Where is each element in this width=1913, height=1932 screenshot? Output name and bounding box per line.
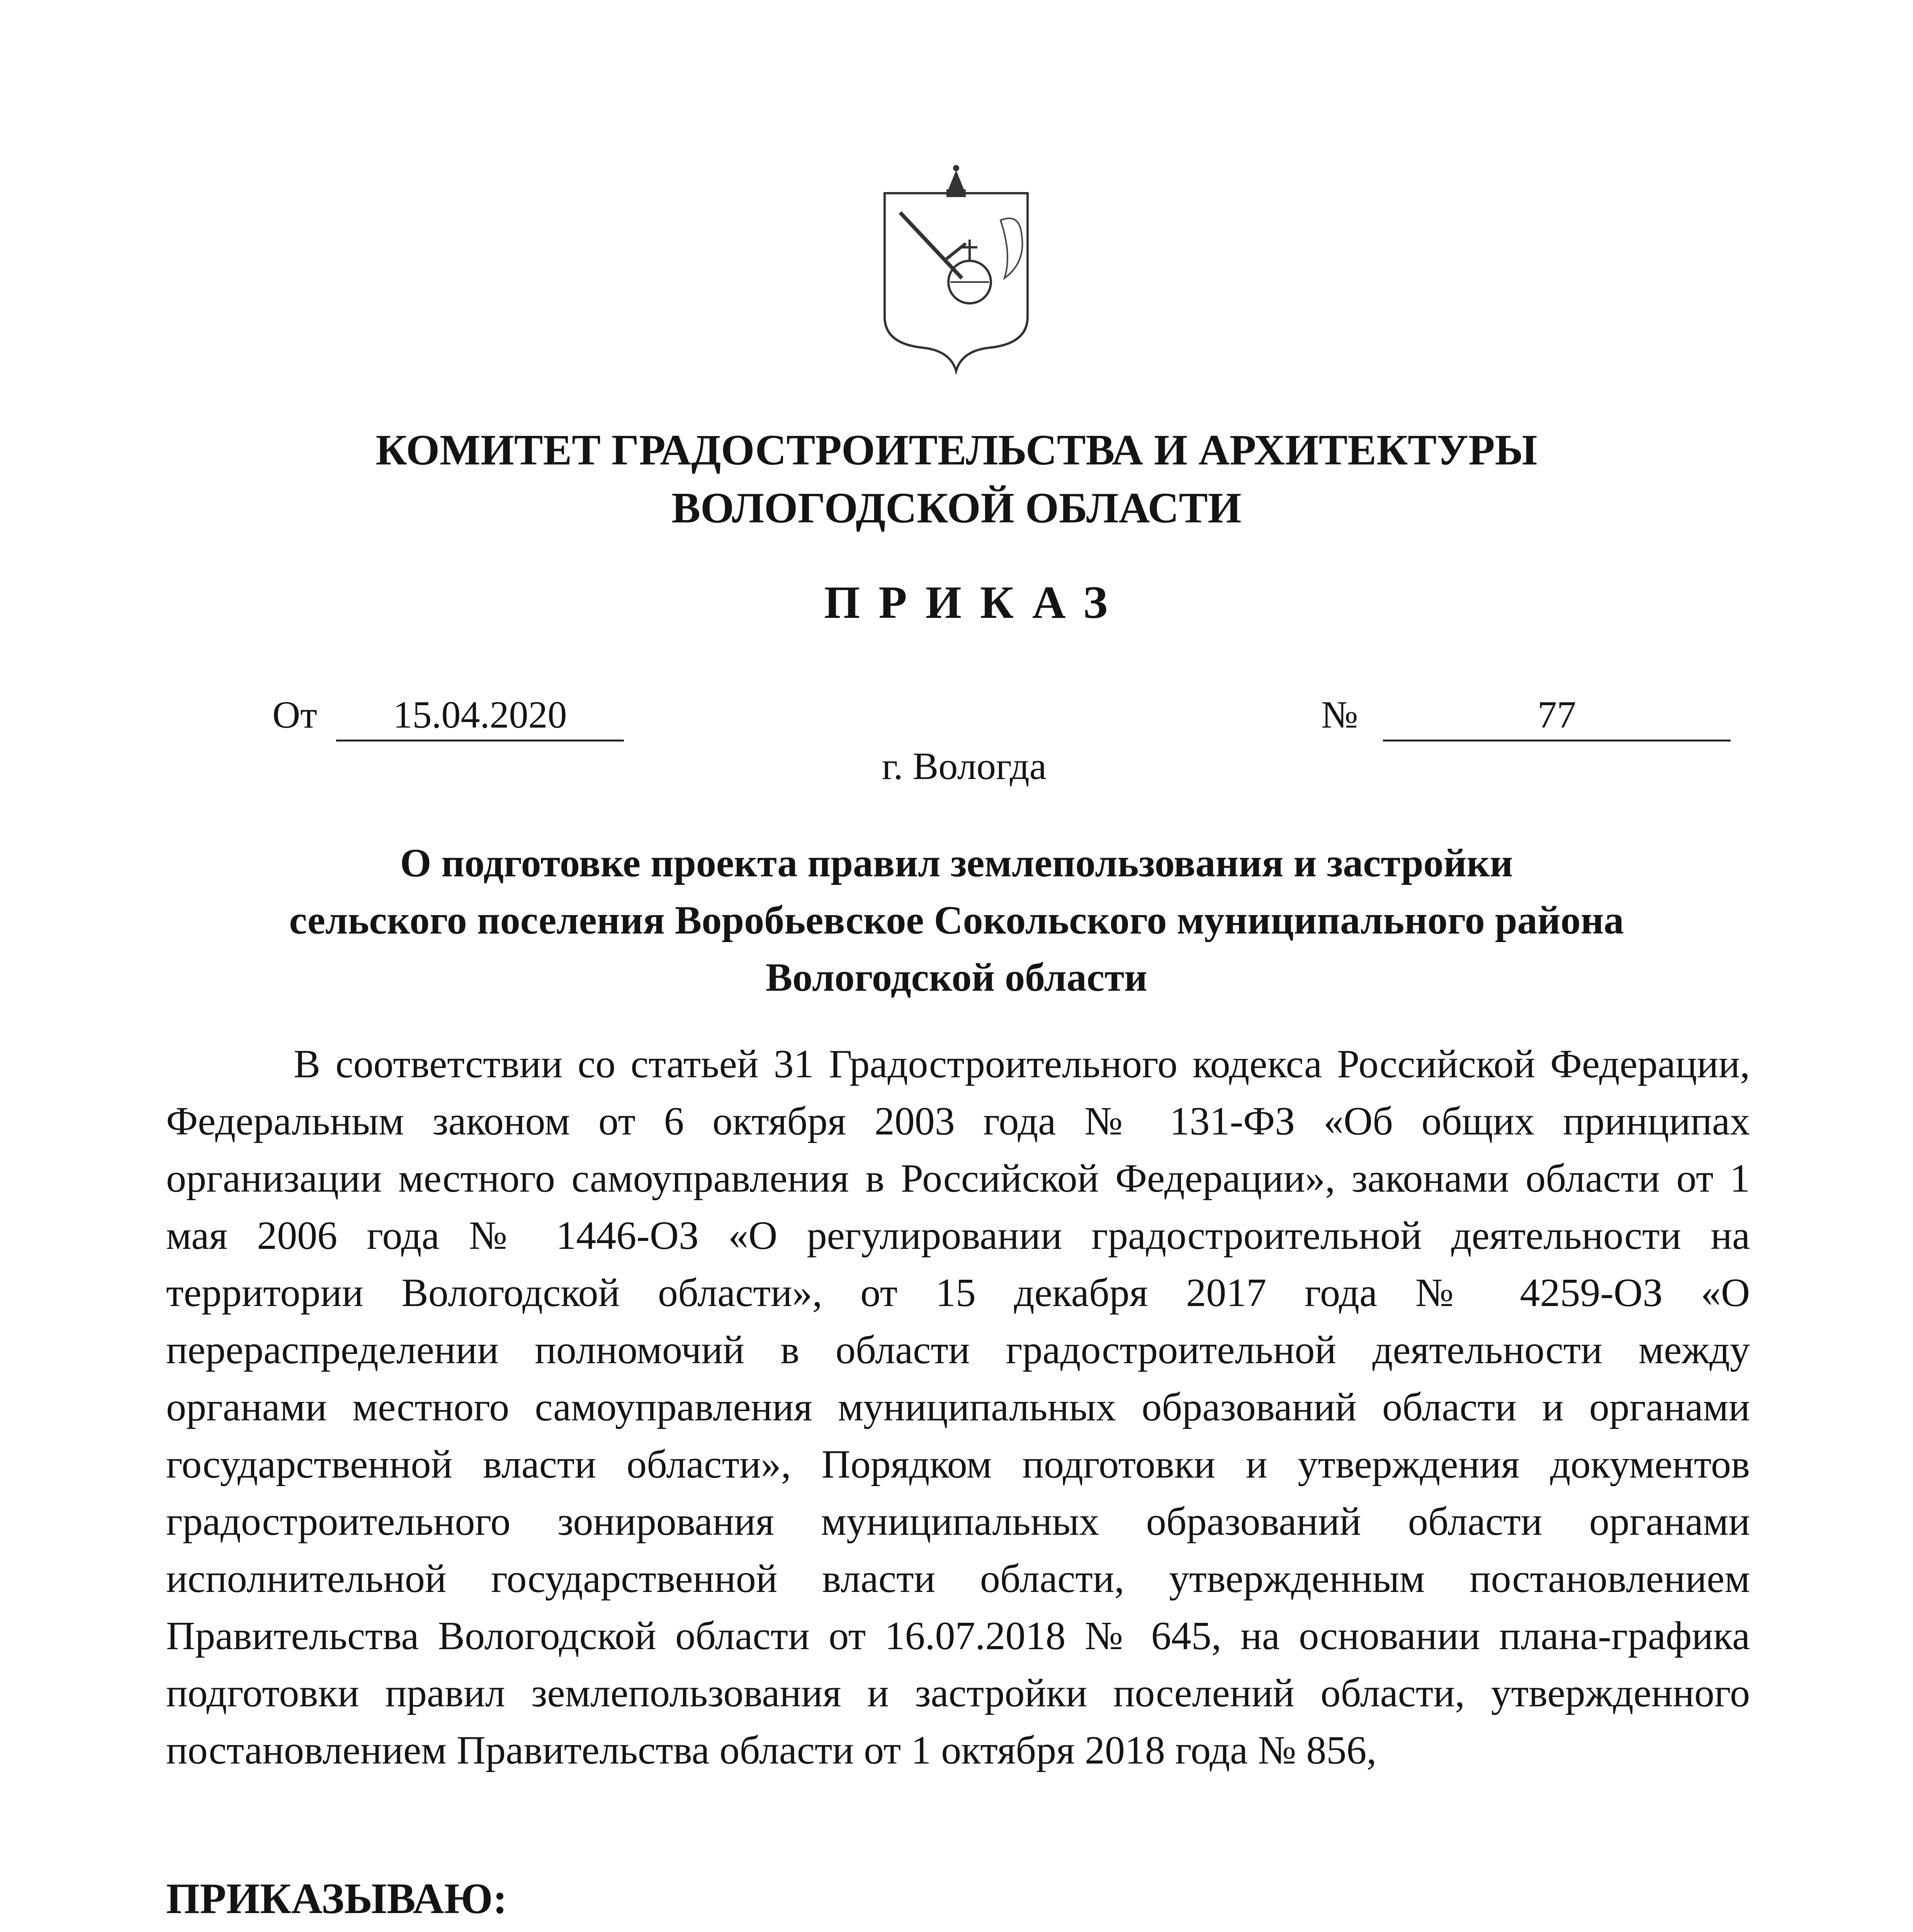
org-line-2: ВОЛОГОДСКОЙ ОБЛАСТИ [671,484,1242,532]
order-heading: ПРИКАЗЫВАЮ: [166,1875,507,1923]
subject-line-3: Вологодской области [765,955,1148,1000]
organization-name [0,421,1913,537]
org-line-1: КОМИТЕТ ГРАДОСТРОИТЕЛЬСТВА И АРХИТЕКТУРЫ [375,426,1538,474]
document-number: 77 [1383,692,1731,742]
subject-line-1: О подготовке проекта правил землепользования и застройки [400,841,1513,885]
subject-line-2: сельского поселения Воробьевское Сокольского муниципального района [289,898,1624,942]
preamble-paragraph: В соответствии со статьей 31 Градостроительного кодекса Российской Федерации, Федеральным законом от 6 октября 2003 года № 131-ФЗ «Об общих принципах организации местного самоуправления в Российской Федерации», законами области от 1 мая 2006 года № 1446-ОЗ «О регулировании градостроительной деятельности на территории Вологодской области», от 15 декабря 2017 года № 4259-ОЗ «О перераспределении полномочий в области градостроительной деятельности между органами местного самоуправления муниципальных образований области и органами государственной власти области», Порядком подготовки и утверждения документов градостроительного зонирования муниципальных образований области органами исполнительной государственной власти области, утвержденным постановлением Правительства Вологодской области от 16.07.2018 № 645, на основании плана-графика подготовки правил землепользования и застройки поселений области, утвержденного постановлением Правительства области от 1 октября 2018 года № 856, [166,1042,1750,1772]
vologda-coat-of-arms-icon [873,162,1039,379]
number-label: № [1321,693,1358,736]
document-subject [0,835,1913,1006]
date-label: От [272,693,317,736]
city: г. Вологда [882,745,1047,787]
document-type: ПРИКАЗ [824,577,1126,628]
document-date: 15.04.2020 [336,692,624,742]
